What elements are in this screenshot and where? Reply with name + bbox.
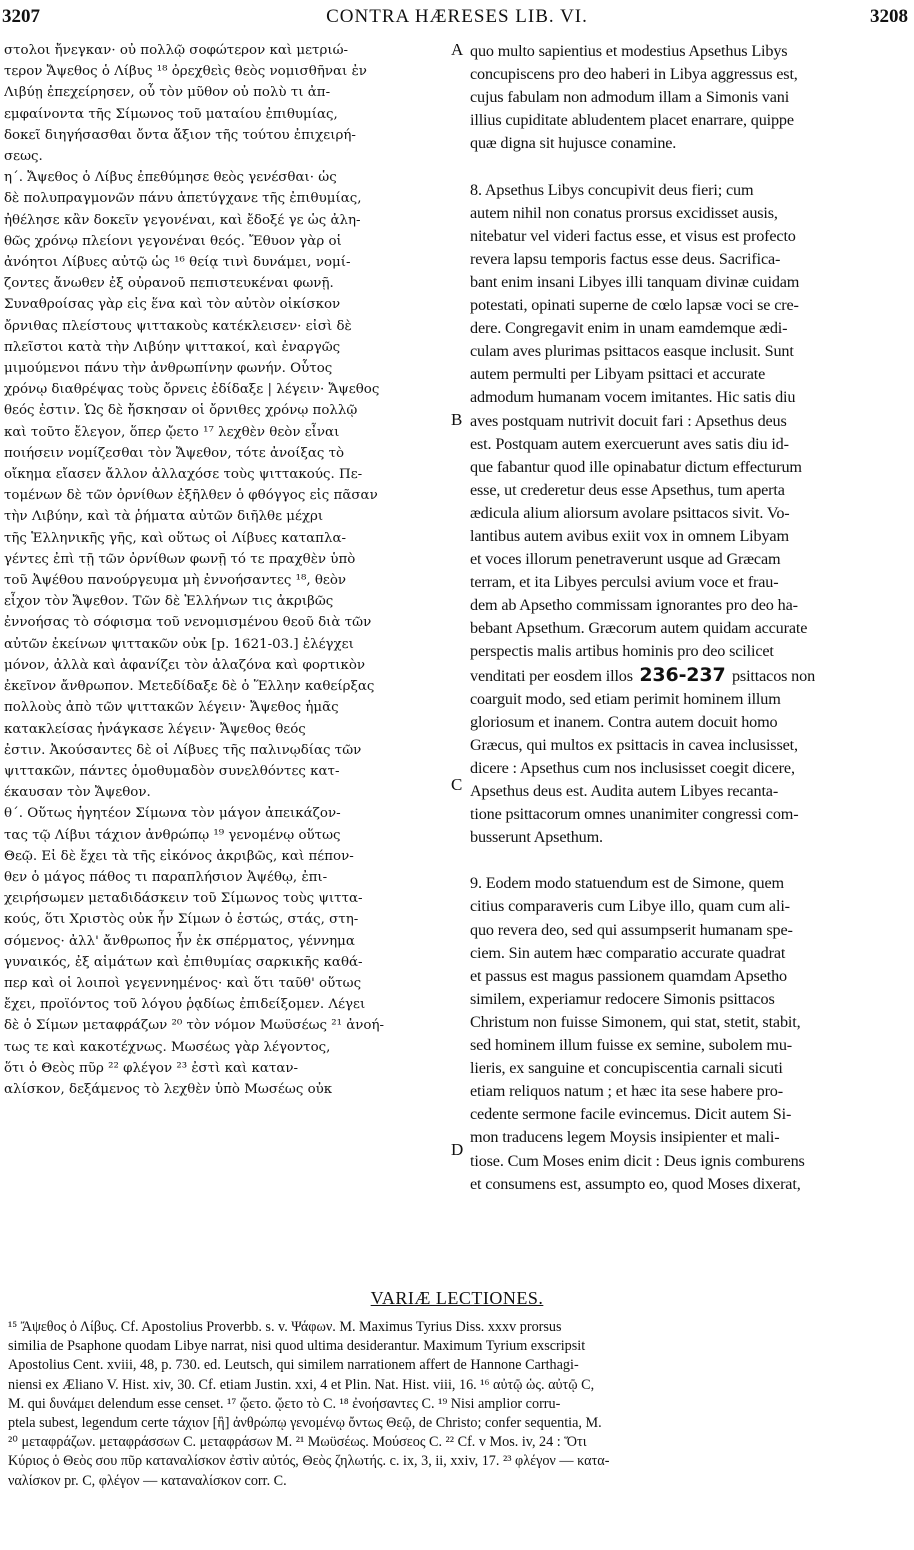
page-number-left: 3207 bbox=[2, 6, 40, 27]
latin-text-line: etiam reliquos natum ; et hæc ita sese habere pro- bbox=[470, 1082, 783, 1101]
running-header bbox=[0, 2, 914, 32]
greek-text-line: ὅτι ὁ Θεὸς πῦρ ²² φλέγον ²³ ἐστὶ καὶ καταν- bbox=[4, 1060, 299, 1076]
greek-text-line: γέντες ἐπὶ τῇ τῶν ὀρνίθων φωνῇ τό τε πραχθὲν ὑπὸ bbox=[4, 551, 356, 567]
footnote-line: Κύριος ὁ Θεὸς σου πῦρ καταναλίσκον ἐστὶν αὐτός, Θεὸς ζηλωτής. c. ix, 3, ii, xxiv, 17. ²³ φλέγον — κατα- bbox=[8, 1453, 610, 1470]
greek-text-line: στολοι ἤνεγκαν· οὐ πολλῷ σοφώτερον καὶ μετριώ- bbox=[4, 43, 349, 58]
latin-text-line: sed hominem illum fuisse ex semine, subolem mu- bbox=[470, 1036, 793, 1055]
latin-text-line: gloriosum et inanem. Contra autem docuit homo bbox=[470, 712, 778, 731]
greek-text-line: ποιήσειν νομίζεσθαι τὸν Ἄψεθον, τότε ἀνοίξας τὸ bbox=[4, 445, 345, 461]
latin-text-line: quo revera deo, sed qui assumpserit humanam spe- bbox=[470, 920, 793, 939]
latin-text-line: similem, experiamur redocere Simonis psittacos bbox=[470, 989, 775, 1008]
greek-text-line: η΄. Ἄψεθος ὁ Λίβυς ἐπεθύμησε θεὸς γενέσθαι· ὡς bbox=[4, 170, 337, 186]
latin-text-line: revera lapsu temporis factus esse deus. Sacrifica- bbox=[470, 249, 781, 268]
variae-lectiones-title: VARIÆ LECTIONES. bbox=[370, 1288, 544, 1308]
greek-text-line: μιμούμενοι πάνυ τὴν ἀνθρωπίνην φωνήν. Οὗτος bbox=[4, 361, 333, 377]
margin-marker-c: C bbox=[451, 775, 463, 794]
greek-text-line: ἐννοήσας τὸ σόφισμα τοῦ νενομισμένου θεοῦ διὰ τῶν bbox=[4, 615, 372, 631]
page-number-right: 3208 bbox=[870, 6, 908, 27]
greek-text-line: θῶς χρόνῳ πλείονι γεγονέναι θεός. Ἔθυον γὰρ οἱ bbox=[4, 233, 342, 249]
greek-text-line: γυναικός, ἐξ αἱμάτων καὶ ἐπιθυμίας σαρκικῆς καθά- bbox=[4, 954, 363, 970]
footnote-line: M. qui δυνάμει delendum esse censet. ¹⁷ ᾤετο. ᾤετο τὸ C. ¹⁸ ἐνοήσαντες C. ¹⁹ Nisi amplior corru- bbox=[8, 1395, 561, 1412]
latin-text-line: est. Postquam autem exercuerunt aves satis diu id- bbox=[470, 434, 789, 453]
greek-text-line: κούς, ὅτι Χριστὸς οὐκ ἦν Σίμων ὁ ἑστώς, στάς, στη- bbox=[4, 912, 359, 928]
greek-text-line: ἔχει, προϊόντος τοῦ λόγου ῥᾳδίως ἐπιδείξομεν. Λέγει bbox=[4, 997, 366, 1013]
greek-text-line: τὴν Λιβύην, καὶ τὰ ῥήματα αὐτῶν διῆλθε μέχρι bbox=[4, 509, 324, 525]
greek-text-line: έκαυσαν τὸν Ἄψεθον. bbox=[4, 785, 151, 801]
greek-text-line: ἀνόητοι Λίβυες αὐτῷ ὡς ¹⁶ θείᾳ τινὶ δυνάμει, νομί- bbox=[4, 255, 351, 271]
margin-marker-d: D bbox=[451, 1140, 464, 1159]
latin-text-line: autem permulti per Libyam psittaci et accurate bbox=[470, 365, 766, 384]
latin-text-line bbox=[470, 155, 906, 178]
latin-text-line: terram, et ita Libyes perculsi avium voce et frau- bbox=[470, 573, 779, 592]
latin-text-line: citius comparaveris cum Libye illo, quam cum ali- bbox=[470, 897, 790, 916]
latin-text-line: ædicula alium aliorsum avolare psittacos sivit. Vo- bbox=[470, 503, 790, 522]
latin-text-line: et voces illorum penetraverunt usque ad Græcam bbox=[470, 550, 781, 569]
latin-text-line: culam aves plurimas psittacos easque inclusit. Sunt bbox=[470, 342, 794, 361]
latin-text-line: dere. Congregavit enim in unam eamdemque ædi- bbox=[470, 319, 788, 338]
latin-text-line: Apsethus deus est. Audita autem Libyes recanta- bbox=[470, 782, 779, 800]
greek-column bbox=[4, 40, 444, 1100]
greek-text-line: μόνον, ἀλλὰ καὶ ἀφανίζει τὸν ἀλαζόνα καὶ φορτικὸν bbox=[4, 657, 366, 673]
latin-text-line: aves postquam nutrivit docuit fari : Apsethus deus bbox=[470, 411, 787, 430]
latin-text-line: Christum non fuisse Simonem, qui stat, stetit, stabit, bbox=[470, 1012, 801, 1031]
greek-text-line: αὐτῶν ἐκείνων ψιττακῶν οὐκ [p. 1621-03.] ἐλέγχει bbox=[4, 636, 354, 652]
greek-text-line: Συναθροίσας γὰρ εἰς ἕνα καὶ τὸν αὐτὸν οἰκίσκον bbox=[4, 297, 341, 313]
greek-text-line: τως τε καὶ κακοτέχνως. Μωσέως γὰρ λέγοντος, bbox=[4, 1039, 331, 1055]
latin-text-line: busserunt Apsethum. bbox=[470, 828, 603, 847]
greek-text-line: ζοντες ἄνωθεν ἐξ οὐρανοῦ πεπιστευκέναι φωνῇ. bbox=[4, 276, 334, 292]
latin-text-fragment: psittacos non bbox=[731, 666, 816, 685]
greek-text-line: κατακλείσας ἠνάγκασε λέγειν· Ἄψεθος θεός bbox=[4, 721, 306, 737]
greek-text-line: χειρήσωμεν μεταδιδάσκειν τοῦ Σίμωνος τοὺς ψιττα- bbox=[4, 891, 363, 907]
latin-text-line: dicere : Apsethus cum nos inclusisset coegit dicere, bbox=[470, 758, 795, 777]
footnote-line: ²⁰ μεταφράζων. μεταφράσσων C. μεταφράσων M. ²¹ Μωϋσέως. Μούσεος C. ²² Cf. v Mos. iv, 24 : Ὅτι bbox=[8, 1434, 587, 1451]
footnote-line: ¹⁵ Ἄψεθος ὁ Λίβυς. Cf. Apostolius Proverbb. s. v. Ψάφων. M. Maximus Tyrius Diss. xxxv prorsus bbox=[8, 1319, 562, 1335]
latin-text-line: autem nihil non conatus prorsus excidisset ausis, bbox=[470, 203, 778, 222]
latin-text-line: concupiscens pro deo haberi in Libya aggressus est, bbox=[470, 65, 798, 84]
greek-text-line: σόμενος· ἀλλ' ἄνθρωπος ἦν ἐκ σπέρματος, γέννημα bbox=[4, 933, 355, 949]
greek-text-line: ὄρνιθας πλείστους ψιττακοὺς κατέκλεισεν· εἰσὶ δὲ bbox=[4, 318, 352, 334]
latin-text-line: lantibus autem avibus exiit vox in omnem Libyam bbox=[470, 526, 789, 545]
margin-marker-b: B bbox=[451, 410, 463, 429]
greek-text-line: Λιβύῃ ἐπεχείρησεν, οὗ τὸν μῦθον οὐ πολὺ τι ἀπ- bbox=[4, 85, 331, 101]
latin-text-line: mon traducens legem Moysis insipienter et mali- bbox=[470, 1128, 780, 1147]
latin-text-line: cedente sermone facile evincemus. Dicit autem Si- bbox=[470, 1105, 792, 1124]
latin-text-line: 8. Apsethus Libys concupivit deus fieri; cum bbox=[470, 180, 754, 199]
latin-text-line: et consumens est, assumpto eo, quod Moses dixerat, bbox=[470, 1174, 801, 1193]
greek-text-line: σεως. bbox=[4, 149, 43, 165]
greek-text-line: ἐστιν. Ἀκούσαντες δὲ οἱ Λίβυες τῆς παλινῳδίας τῶν bbox=[4, 742, 362, 758]
latin-text-line bbox=[470, 849, 906, 872]
latin-text-line: illius cupiditate abludentem placet enarrare, quippe bbox=[470, 111, 794, 130]
latin-text-line: coarguit modo, sed etiam perimit hominem illum bbox=[470, 689, 781, 708]
greek-text-line: πλεῖστοι κατὰ τὴν Λιβύην ψιττακοί, καὶ ἐναργῶς bbox=[4, 339, 341, 355]
latin-text-line: esse, ut crederetur deus esse Apsethus, tum aperta bbox=[470, 480, 785, 499]
footnote-line: Apostolius Cent. xviii, 48, p. 730. ed. Leutsch, qui similem narrationem affert de Hannone Carthagi- bbox=[8, 1357, 579, 1374]
latin-text-line: Græcus, qui multos ex psittacis in cavea inclusisset, bbox=[470, 735, 798, 754]
footnote-line: ptela subest, legendum certe τάχιον [ἢ] ἀνθρώπῳ γενομένῳ ὄντως Θεῷ, de Christo; confer sequentia, M. bbox=[8, 1415, 602, 1432]
latin-column bbox=[470, 40, 906, 1196]
footnote-line: similia de Psaphone quodam Libye narrat, nisi quod ultima desiderantur. Maximum Tyrium exscripsit bbox=[8, 1338, 586, 1355]
greek-text-line: περ καὶ οἱ λοιποὶ γεγεννημένος· καὶ ὅτι ταῦθ' οὕτως bbox=[4, 975, 362, 991]
latin-text-line: que fabantur quod ille opinabatur dictum effecturum bbox=[470, 457, 802, 476]
latin-text-line: cujus fabulam non admodum illam a Simonis vani bbox=[470, 88, 790, 107]
greek-text-line: ἐκεῖνον ἄνθρωπον. Μετεδίδαξε δὲ ὁ Ἕλλην καθείρξας bbox=[4, 679, 375, 695]
latin-text-line: venditati per eosdem illos 236-237 psittacos non bbox=[470, 663, 816, 686]
latin-text-line: ciem. Sin autem hæc comparatio accurate quadrat bbox=[470, 943, 786, 962]
latin-text-line: perspectis malis artibus hominis pro deo scilicet bbox=[470, 642, 774, 661]
latin-text-line: tiose. Cum Moses enim dicit : Deus ignis comburens bbox=[470, 1151, 805, 1170]
greek-text-line: θεν ὁ μάγος πάθος τι παραπλήσιον Ἀψέθῳ, ἐπι- bbox=[4, 869, 328, 885]
latin-text-line: 9. Eodem modo statuendum est de Simone, quem bbox=[470, 874, 784, 893]
greek-text-line: ἠθέλησε κἂν δοκεῖν γεγονέναι, καὶ ἔδοξέ γε ὡς ἀλη- bbox=[4, 212, 361, 228]
greek-text-line: δὲ ὁ Σίμων μεταφράζων ²⁰ τὸν νόμον Μωϋσέως ²¹ ἀνοή- bbox=[4, 1018, 385, 1034]
latin-text-line: potestati, opinati superne de cœlo lapsæ voci se cre- bbox=[470, 296, 799, 315]
greek-text-line: τῆς Ἑλληνικῆς γῆς, καὶ οὕτως οἱ Λίβυες καταπλα- bbox=[4, 530, 347, 546]
latin-text-line: bebant Apsethum. Græcorum autem quidam accurate bbox=[470, 619, 808, 638]
latin-text-line: lieris, ex sanguine et concupiscentia carnali sicuti bbox=[470, 1059, 783, 1078]
footnote-line: niensi ex Æliano V. Hist. xiv, 30. Cf. etiam Justin. xxi, 4 et Plin. Nat. Hist. viii, 16. ¹⁶ αὐτῷ ὡς. αὐτῷ C, bbox=[8, 1376, 595, 1393]
greek-text-line: Θεῷ. Εἰ δὲ ἔχει τὰ τῆς εἰκόνος ἀκριβῶς, καὶ πέπον- bbox=[4, 848, 354, 864]
greek-text-line: χρόνῳ διαθρέψας τοὺς ὄρνεις ἐδίδαξε | λέγειν· Ἄψεθος bbox=[4, 382, 380, 398]
footnote-line: ναλίσκον pr. C, φλέγον — καταναλίσκον corr. C. bbox=[8, 1472, 287, 1489]
latin-text-line: tione psittacorum omnes unanimiter congressi com- bbox=[470, 805, 799, 824]
greek-text-line: καὶ τοῦτο ἔλεγον, ὅπερ ᾤετο ¹⁷ λεχθὲν θεὸν εἶναι bbox=[4, 424, 340, 440]
greek-text-line: πολλοὺς ἀπὸ τῶν ψιττακῶν λέγειν· Ἄψεθος ἡμᾶς bbox=[4, 700, 339, 716]
greek-text-line: οἴκημα εἴασεν ἄλλον ἀλλαχόσε τοὺς ψιττακούς. Πε- bbox=[4, 467, 363, 483]
greek-text-line: δοκεῖ διηγήσασθαι ὄντα ἄξιον τῆς τούτου ἐπιχειρή- bbox=[4, 127, 356, 143]
latin-text-line: dem ab Apsetho commissam ignorantes pro deo ha- bbox=[470, 596, 798, 615]
greek-text-line: τας τῷ Λίβυι τάχιον ἀνθρώπῳ ¹⁹ γενομένῳ οὕτως bbox=[4, 827, 341, 843]
greek-text-line: θεός ἐστιν. Ὡς δὲ ἤσκησαν οἱ ὄρνιθες χρόνῳ πολλῷ bbox=[4, 403, 358, 419]
greek-text-line: εμφαίνοντα τῆς Σίμωνος τοῦ ματαίου ἐπιθυμίας, bbox=[4, 106, 338, 122]
greek-text-line: τοῦ Ἀψέθου πανούργευμα μὴ ἐννοήσαντες ¹⁸, θεὸν bbox=[4, 573, 347, 589]
latin-text-line: quo multo sapientius et modestius Apsethus Libys bbox=[470, 42, 788, 60]
latin-text-line: admodum humanam vocem imitantes. Hic satis diu bbox=[470, 388, 796, 407]
greek-text-line: εἶχον τὸν Ἄψεθον. Τῶν δὲ Ἑλλήνων τις ἀκριβῶς bbox=[4, 594, 334, 610]
margin-marker-a: A bbox=[451, 40, 464, 59]
greek-text-line: τομένων δὲ τῶν ὀρνίθων ἐξῆλθεν ὁ φθόγγος εἰς πᾶσαν bbox=[4, 488, 378, 504]
greek-text-line: τερον Ἄψεθος ὁ Λίβυς ¹⁸ ὀρεχθεὶς θεὸς νομισθῆναι ἐν bbox=[4, 64, 367, 80]
latin-text-line: et passus est magus passionem quamdam Apsetho bbox=[470, 966, 787, 985]
greek-text-line: ψιττακῶν, πάντες ὁμοθυμαδὸν συνελθόντες κατ- bbox=[4, 763, 340, 779]
latin-text-line: bant enim insani Libyes illi tanquam divinæ cuidam bbox=[470, 272, 800, 291]
latin-text-line: nitebatur vel videri factus esse, et visus est profecto bbox=[470, 226, 796, 245]
greek-text-line: αλίσκον, δεξάμενος τὸ λεχθὲν ὑπὸ Μωσέως οὐκ bbox=[4, 1081, 333, 1097]
page-range-number: 236-237 bbox=[632, 663, 732, 686]
running-title: CONTRA HÆRESES LIB. VI. bbox=[326, 6, 588, 27]
greek-text-line: θ΄. Οὕτως ἡγητέον Σίμωνα τὸν μάγον ἀπεικάζον- bbox=[4, 806, 341, 822]
latin-text-line: quæ digna sit hujusce conamine. bbox=[470, 134, 677, 153]
footnotes bbox=[8, 1318, 906, 1491]
greek-text-line: δὲ πολυπραγμονῶν πάνυ ἀπετύγχανε τῆς ἐπιθυμίας, bbox=[4, 191, 362, 207]
